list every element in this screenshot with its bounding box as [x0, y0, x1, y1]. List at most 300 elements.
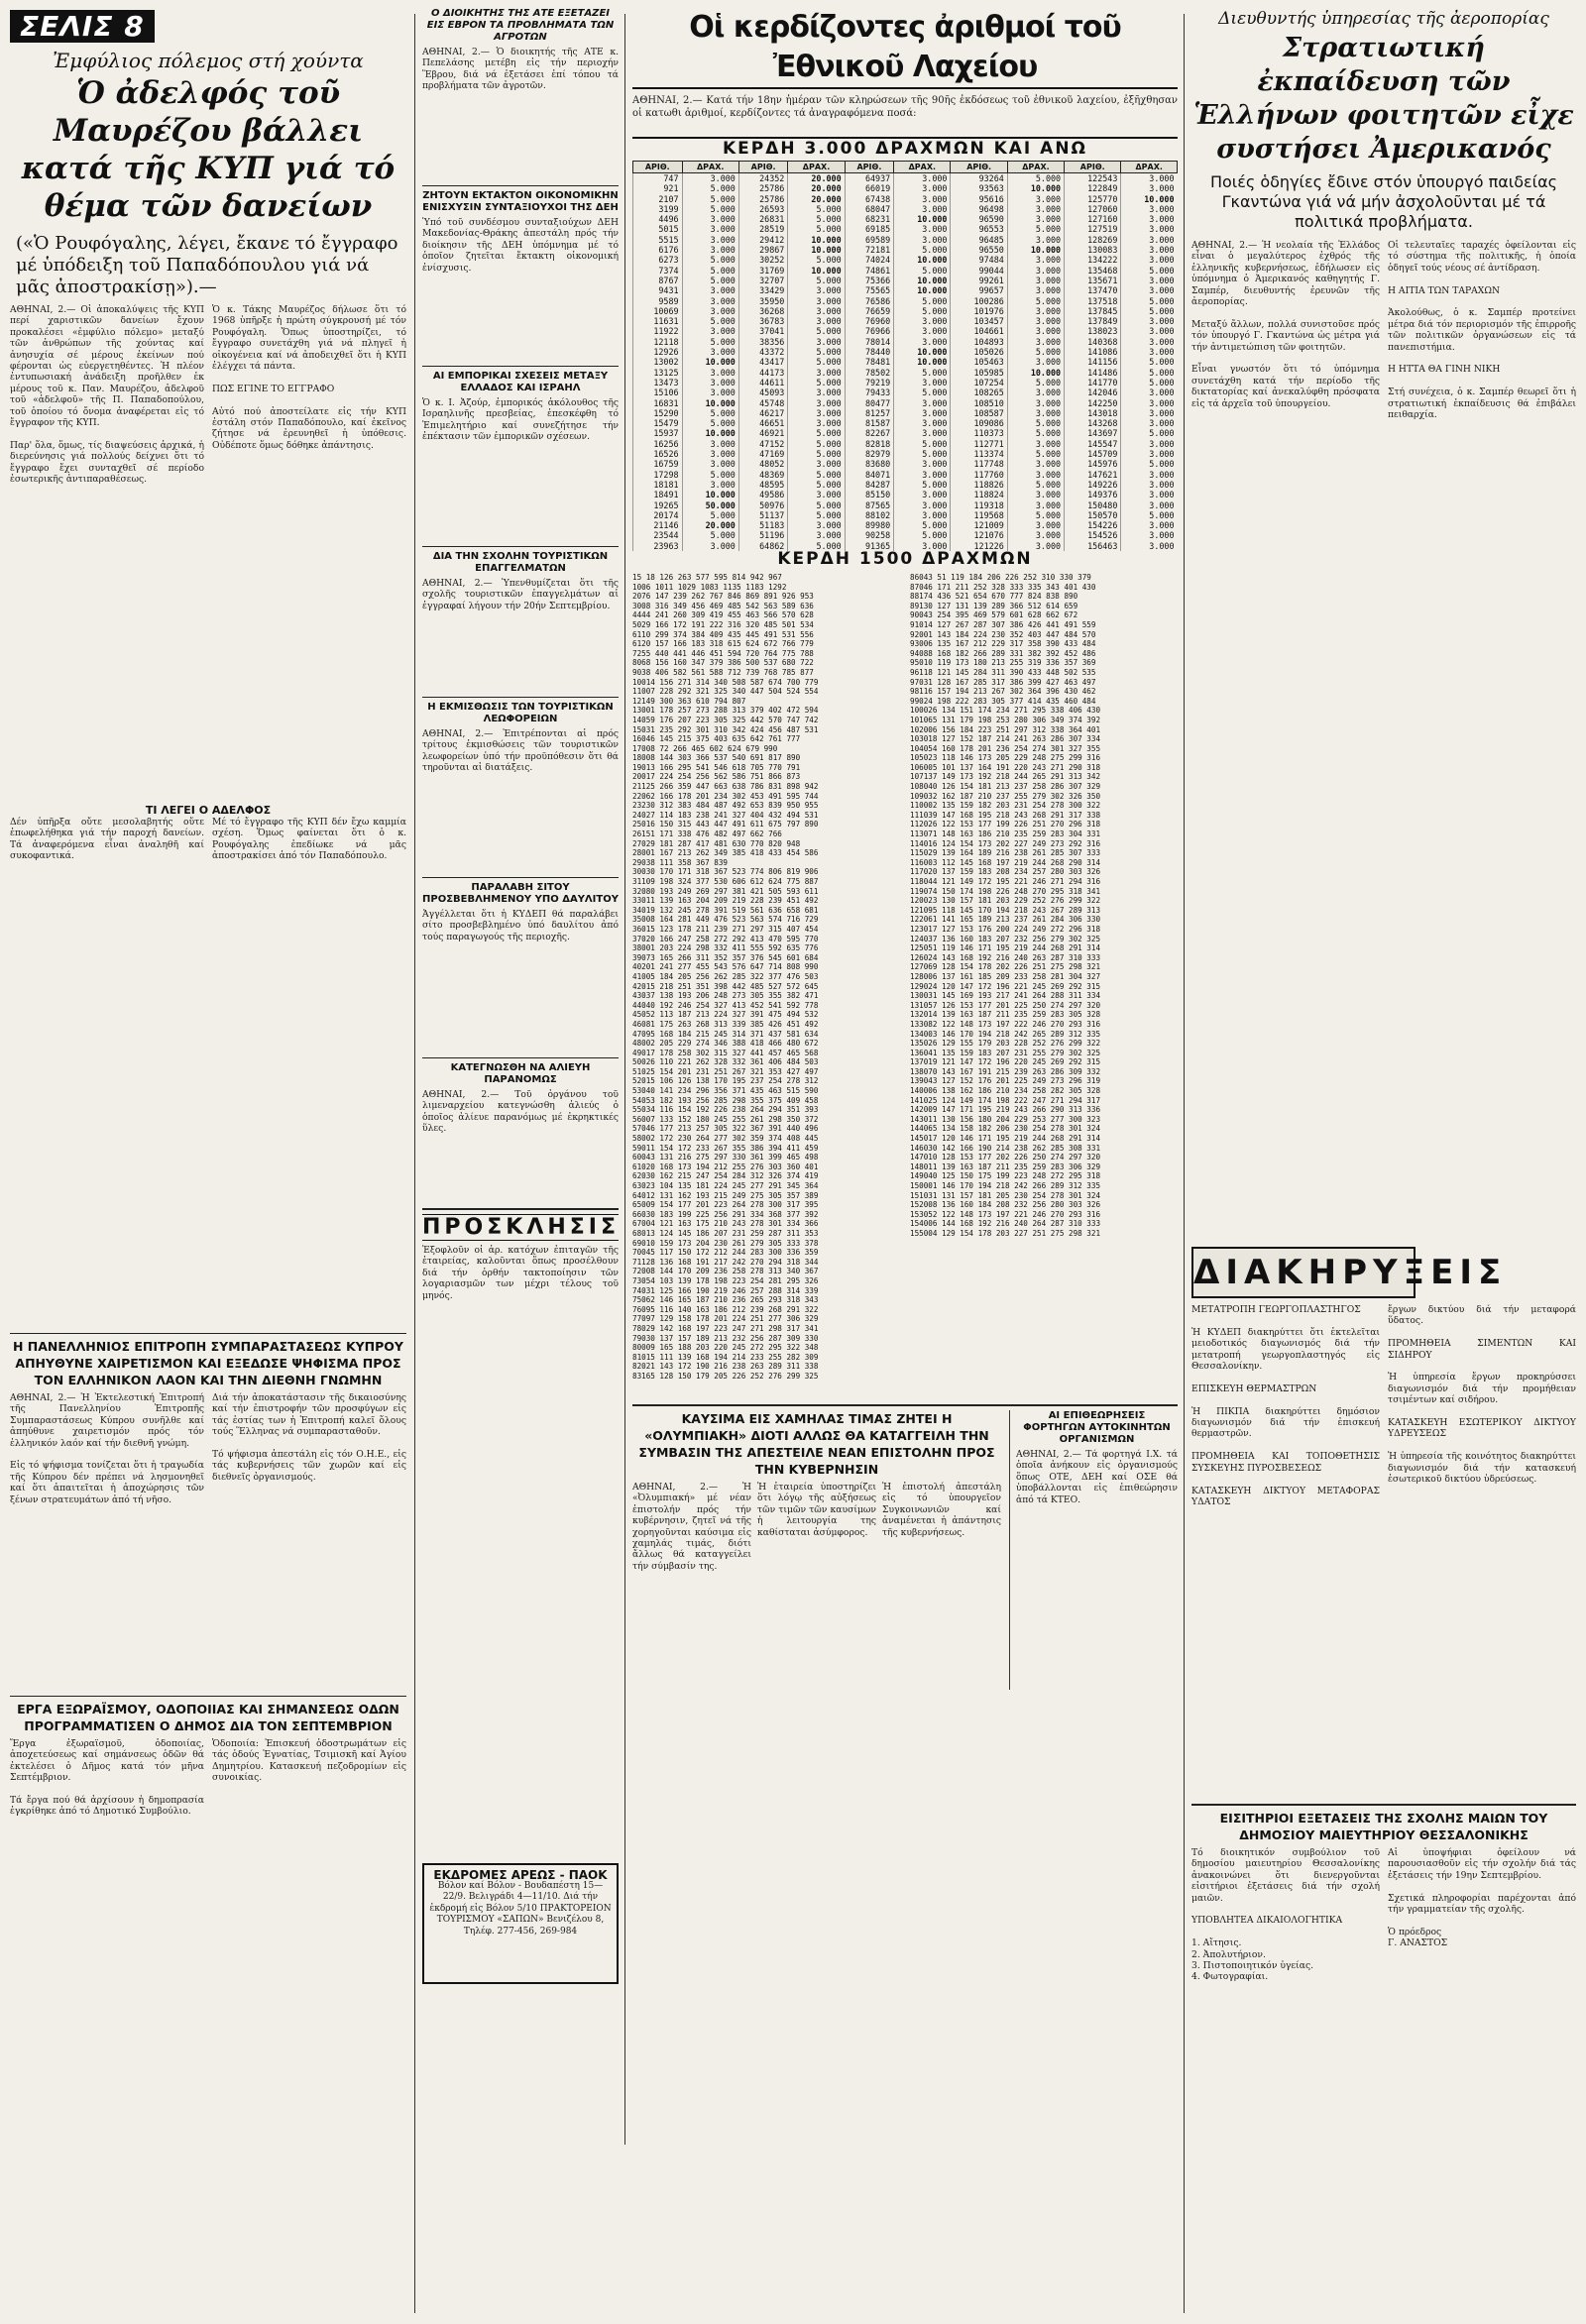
article-body: Ἔργα ἐξωραϊσμοῦ, ὁδοποιίας, ἀποχετεύσεως καί σημάνσεως ὁδῶν θά ἐκτελέσει ὁ Δῆμος κατά τόν μῆνα Σεπτέμβριον. Τά ἔργα πού θά ἀρχίσουν ἡ δημοπρασία ἐγκρίθηκε ἀπό τό Δημοτικό Συμβούλιο.: [10, 1738, 204, 1818]
prize-amount: 3.000: [682, 439, 738, 449]
table-row: [633, 347, 1178, 357]
lottery-band-3000: ΚΕΡΔΗ 3.000 ΔΡΑΧΜΩΝ ΚΑΙ ΑΝΩ: [632, 137, 1178, 159]
article-body: Διά τήν ἀποκατάστασιν τῆς δικαιοσύνης καί τήν ἐπιστροφήν τῶν προσφύγων εἰς τάς ἑστίας των ἡ Ἐπιτροπή καλεῖ ὅλους τούς Ἕλληνας νά συμπαρασταθοῦν. Τό ψήφισμα ἀπεστάλη εἰς τόν Ο.Η.Ε., εἰς τάς κυβερνήσεις τῶν χωρῶν καί εἰς διεθνεῖς ὀργανισμούς.: [212, 1392, 406, 1483]
prize-amount: 10.000: [788, 235, 845, 245]
prize-amount: 3.000: [894, 204, 951, 214]
article-body: Ἐξοφλοῦν οἱ ἀρ. κατόχων ἐπιταγῶν τῆς ἑταιρείας, καλοῦνται ὅπως προσέλθουν διά τήν ὀρθήν τακτοποίησιν τῶν λογαριασμῶν των μέχρι τέλους τοῦ μηνός.: [422, 1245, 622, 1301]
prize-amount: 3.000: [894, 541, 951, 551]
article-body: ΑΘΗΝΑΙ, 2.— Ὁ διοικητής τῆς ΑΤΕ κ. Πεπελάσης μετέβη εἰς τήν περιοχήν Ἕβρου, διά νά ἐξετάσει ἐπί τόπου τά προβλήματα τῶν ἀγροτῶν.: [422, 47, 622, 92]
prize-amount: 3.000: [1007, 204, 1064, 214]
article-body: ΑΘΗΝΑΙ, 2.— Τοῦ ὀργάνου τοῦ λιμεναρχείου κατεγνώσθη ἁλιεύς ὁ ὁποῖος ἀλίευε παρανόμως μέ ἐκρηκτικές ὕλες.: [422, 1089, 622, 1135]
prize-amount: 5.000: [682, 510, 738, 520]
prize-amount: 3.000: [1121, 316, 1178, 326]
ticket-number: 149376: [1065, 490, 1121, 499]
prize-amount: 3.000: [788, 398, 845, 408]
prize-amount: 20.000: [788, 173, 845, 184]
ticket-number: 74024: [845, 255, 894, 265]
ticket-number: 26593: [738, 204, 788, 214]
prize-amount: 5.000: [788, 378, 845, 387]
prize-amount: 10.000: [1007, 183, 1064, 193]
ticket-number: 127060: [1065, 204, 1121, 214]
ticket-number: 122543: [1065, 173, 1121, 184]
table-row: [633, 378, 1178, 387]
column-2: [422, 8, 622, 1984]
ticket-number: 104893: [951, 337, 1007, 347]
ticket-number: 74861: [845, 266, 894, 276]
ticket-number: 747: [633, 173, 683, 184]
ticket-number: 97484: [951, 255, 1007, 265]
table-row: [633, 470, 1178, 480]
table-row: [633, 520, 1178, 530]
ticket-number: 105463: [951, 357, 1007, 367]
prize-amount: 10.000: [1121, 194, 1178, 204]
ticket-number: 142046: [1065, 387, 1121, 397]
prize-amount: 3.000: [1121, 490, 1178, 499]
prize-amount: 3.000: [682, 480, 738, 490]
prize-amount: 3.000: [894, 337, 951, 347]
prize-amount: 10.000: [894, 255, 951, 265]
ticket-number: 18491: [633, 490, 683, 499]
prize-amount: 3.000: [1121, 245, 1178, 255]
prize-amount: 5.000: [788, 255, 845, 265]
prize-amount: 3.000: [682, 378, 738, 387]
article-body: ΜΕΤΑΤΡΟΠΗ ΓΕΩΡΓΟΠΛΑΣΤΗΓΟΣ Ἡ ΚΥΔΕΠ διακηρύττει ὅτι ἐκτελεῖται μειοδοτικός διαγωνισμός διά τήν μετατροπή γεωργοπλαστηγός εἰς Θεσσαλονίκην. ΕΠΙΣΚΕΥΗ ΘΕΡΜΑΣΤΡΩΝ Ἡ ΠΙΚΠΑ διακηρύττει δημόσιον διαγωνισμόν διά τήν ἐπισκευή θερμαστρῶν. ΠΡΟΜΗΘΕΙΑ ΚΑΙ ΤΟΠΟΘΕΤΗΣΙΣ ΣΥΣΚΕΥΗΣ ΠΥΡΟΣΒΕΣΕΩΣ ΚΑΤΑΣΚΕΥΗ ΔΙΚΤΥΟΥ ΜΕΤΑΦΟΡΑΣ ΥΔΑΤΟΣ: [1191, 1304, 1380, 1507]
prize-amount: 20.000: [788, 194, 845, 204]
lottery-column-header: ΑΡΙΘ.: [951, 162, 1007, 173]
prize-amount: 5.000: [788, 326, 845, 336]
prize-amount: 10.000: [682, 490, 738, 499]
ticket-number: 150570: [1065, 510, 1121, 520]
ticket-number: 16831: [633, 398, 683, 408]
prize-amount: 3.000: [1121, 398, 1178, 408]
ticket-number: 20174: [633, 510, 683, 520]
table-row: [633, 418, 1178, 428]
prize-amount: 3.000: [1121, 387, 1178, 397]
article-body: ΑΘΗΝΑΙ, 2.— Οἱ ἀποκαλύψεις τῆς ΚΥΠ περί χαριστικῶν δανείων ἔχουν προκαλέσει «ἐμφύλιο πόλεμο» μεταξύ τῶν ἀνθρώπων τῆς χούντας καί ἀνησυχία σέ μέρους ἐκείνων πού φέρονται ὡς εὐεργετηθέντες. Ἡ πλέον ἐντυπωσιακή ἀνάδειξη προῆλθεν ἐκ μέρους τοῦ κ. Παν. Μαυρέζου, ἀδελφοῦ τοῦ «ἀδελφοῦ» τῆς Π. Παπαδοπούλου, τοῦ ὁποίου τό ὄνομα ἀναφέρεται εἰς τό ἔγγραφον τῆς ΚΥΠ. Παρ' ὅλα, ὅμως, τίς διαψεύσεις ἀρχικά, ἡ διερεύνησις γιά πολλούς δείχνει ὅτι τό ἔγγραφο ἔχει συνταχθεῖ σέ περίοδο ἐσωτερικῆς ἀντιπαραθέσεως.: [10, 304, 204, 486]
prize-amount: 3.000: [1007, 255, 1064, 265]
ticket-number: 134222: [1065, 255, 1121, 265]
ticket-number: 78440: [845, 347, 894, 357]
ticket-number: 112771: [951, 439, 1007, 449]
prize-amount: 5.000: [1007, 347, 1064, 357]
lottery-column-header: ΑΡΙΘ.: [845, 162, 894, 173]
ticket-number: 100286: [951, 296, 1007, 306]
prize-amount: 10.000: [682, 357, 738, 367]
table-row: [633, 439, 1178, 449]
ticket-number: 113374: [951, 449, 1007, 459]
ticket-number: 104661: [951, 326, 1007, 336]
advertisement-title: ΕΚΔΡΟΜΕΣ ΑΡΕΩΣ - ΠΑΟΚ: [433, 1868, 608, 1882]
column-rule: [624, 14, 625, 2145]
prize-amount: 3.000: [1121, 480, 1178, 490]
prize-amount: 3.000: [1007, 408, 1064, 418]
prize-amount: 3.000: [894, 235, 951, 245]
prize-amount: 3.000: [788, 337, 845, 347]
prize-amount: 5.000: [682, 418, 738, 428]
lottery-intro: ΑΘΗΝΑΙ, 2.— Κατά τήν 18ην ἡμέραν τῶν κληρώσεων τῆς 90ῆς ἐκδόσεως τοῦ ἐθνικοῦ λαχείου, ἐξῆχθησαν οἱ κατωθι ἀριθμοί, κερδίζοντες τά ἀναγραφόμενα ποσά:: [632, 95, 1182, 119]
ticket-number: 5515: [633, 235, 683, 245]
ticket-number: 141486: [1065, 368, 1121, 378]
prize-amount: 3.000: [788, 490, 845, 499]
table-row: [633, 510, 1178, 520]
column-4: [1191, 8, 1576, 2125]
table-row: [633, 285, 1178, 295]
prize-amount: 3.000: [1007, 541, 1064, 551]
prize-amount: 5.000: [682, 276, 738, 285]
prize-amount: 3.000: [1007, 459, 1064, 469]
table-row: [633, 500, 1178, 510]
ticket-number: 121076: [951, 530, 1007, 540]
prize-amount: 5.000: [788, 439, 845, 449]
lottery-column-header: ΑΡΙΘ.: [1065, 162, 1121, 173]
prize-amount: 3.000: [894, 408, 951, 418]
table-row: [633, 194, 1178, 204]
prize-amount: 3.000: [682, 347, 738, 357]
ticket-number: 921: [633, 183, 683, 193]
prize-amount: 3.000: [682, 326, 738, 336]
article-headline: ΕΙΣΙΤΗΡΙΟΙ ΕΞΕΤΑΣΕΙΣ ΤΗΣ ΣΧΟΛΗΣ ΜΑΙΩΝ ΤΟΥ ΔΗΜΟΣΙΟΥ ΜΑΙΕΥΤΗΡΙΟΥ ΘΕΣΣΑΛΟΝΙΚΗΣ: [1219, 1811, 1548, 1842]
prize-amount: 3.000: [1121, 276, 1178, 285]
prize-amount: 3.000: [682, 387, 738, 397]
table-row: [633, 316, 1178, 326]
article-body: Ὑπό τοῦ συνδέσμου συνταξιούχων ΔΕΗ Μακεδονίας-Θράκης ἀπεστάλη πρός τήν διοίκησιν τῆς ΔΕΗ ὑπόμνημα μέ τό ὁποῖον ζητεῖται ἔκτακτη οἰκονομική ἐνίσχυσις.: [422, 217, 622, 274]
prize-amount: 5.000: [1007, 510, 1064, 520]
article-kicker: Ἐμφύλιος πόλεμος στή χούντα: [53, 49, 364, 72]
ticket-number: 78481: [845, 357, 894, 367]
prize-amount: 5.000: [682, 255, 738, 265]
prize-amount: 5.000: [894, 387, 951, 397]
prize-amount: 3.000: [894, 194, 951, 204]
prize-amount: 3.000: [1007, 194, 1064, 204]
prize-amount: 10.000: [788, 266, 845, 276]
prize-amount: 3.000: [1007, 357, 1064, 367]
ticket-number: 137470: [1065, 285, 1121, 295]
prize-amount: 3.000: [1121, 439, 1178, 449]
article-headline: Η ΕΚΜΙΣΘΩΣΙΣ ΤΩΝ ΤΟΥΡΙΣΤΙΚΩΝ ΛΕΩΦΟΡΕΙΩΝ: [427, 702, 614, 724]
table-row: [633, 235, 1178, 245]
ticket-number: 47169: [738, 449, 788, 459]
prize-amount: 5.000: [894, 266, 951, 276]
prize-amount: 3.000: [788, 459, 845, 469]
prize-amount: 5.000: [788, 510, 845, 520]
prize-amount: 5.000: [894, 530, 951, 540]
article-body: ΑΘΗΝΑΙ, 2.— Ἡ «Ὀλυμπιακή» μέ νέαν ἐπιστολήν πρός τήν κυβέρνησιν, ζητεῖ νά τῆς χορηγοῦνται καύσιμα εἰς χαμηλάς τιμάς, διότι ἄλλως θά καταγγείλει τήν σύμβασίν της.: [632, 1482, 754, 1572]
table-row: [633, 368, 1178, 378]
ticket-number: 9589: [633, 296, 683, 306]
prize-amount: 5.000: [894, 449, 951, 459]
table-row: [633, 296, 1178, 306]
prize-amount: 3.000: [1007, 276, 1064, 285]
ticket-number: 43372: [738, 347, 788, 357]
lottery-table: [632, 161, 1178, 551]
prize-amount: 5.000: [788, 347, 845, 357]
lottery-title: Οἱ κερδίζοντες ἀριθμοί τοῦ Ἐθνικοῦ Λαχείου: [632, 8, 1178, 89]
article-headline: ΕΡΓΑ ΕΞΩΡΑΪΣΜΟΥ, ΟΔΟΠΟΙΙΑΣ ΚΑΙ ΣΗΜΑΝΣΕΩΣ ΟΔΩΝ ΠΡΟΓΡΑΜΜΑΤΙΣΕΝ Ο ΔΗΜΟΣ ΔΙΑ ΤΟΝ ΣΕΠΤΕΜΒΡΙΟΝ: [17, 1702, 399, 1733]
ticket-number: 145709: [1065, 449, 1121, 459]
ticket-number: 36268: [738, 306, 788, 316]
article-body: ΑΘΗΝΑΙ, 2.— Ἡ νεολαία τῆς Ἑλλάδος εἶναι ὁ μεγαλύτερος ἐχθρός τῆς ἑλληνικῆς κυβερνήσεως, ἐδήλωσεν εἰς ὑπόμνημα ὁ Ἀμερικανός καθηγητής Γ. Σαμπέρ, διευθυντής ἐρευνῶν τῆς ἀεροπορίας. Μεταξύ ἄλλων, πολλά συνιστοῦσε πρός τόν ὑπουργό Γ. Γκαντώνα ὡς μέτρα γιά τήν ἀντιμετώπιση τῶν φοιτητῶν. Εἶναι γνωστόν ὅτι τό ὑπόμνημα συνετάχθη κατά τήν περίοδο τῆς δικτατορίας καί ἀνεκαλύφθη πρόσφατα εἰς τά ἀρχεῖα τοῦ ὑπουργείου.: [1191, 240, 1380, 409]
ticket-number: 13002: [633, 357, 683, 367]
ticket-number: 81257: [845, 408, 894, 418]
ticket-number: 13125: [633, 368, 683, 378]
ticket-number: 79219: [845, 378, 894, 387]
prize-amount: 3.000: [1007, 470, 1064, 480]
prize-amount: 3.000: [894, 316, 951, 326]
ticket-number: 4496: [633, 214, 683, 224]
ticket-number: 16526: [633, 449, 683, 459]
lottery-column-header: ΔΡΑΧ.: [1007, 162, 1064, 173]
article-body: Δέν ὑπῆρξα οὔτε μεσολαβητής οὔτε ἐπωφελήθηκα γιά τήν παροχή δανείων. Τά ἀναφερόμενα εἶναι ἀναληθῆ καί συκοφαντικά. Μέ τό ἔγγραφο τῆς ΚΥΠ δέν ἔχω καμμία σχέση. Ὅμως φαίνεται ὅτι ὁ κ. Ρουφόγαλης ἐπεδίωκε νά μᾶς ἀποστρακίσει ἀπό τόν Παπαδόπουλο.: [10, 817, 406, 862]
prize-amount: 3.000: [1121, 520, 1178, 530]
prize-amount: 3.000: [894, 398, 951, 408]
ticket-number: 29412: [738, 235, 788, 245]
ticket-number: 143697: [1065, 428, 1121, 438]
article-headline: Ο ΔΙΟΙΚΗΤΗΣ ΤΗΣ ΑΤΕ ΕΞΕΤΑΖΕΙ ΕΙΣ ΕΒΡΟΝ ΤΑ ΠΡΟΒΛΗΜΑΤΑ ΤΩΝ ΑΓΡΟΤΩΝ: [426, 8, 615, 43]
table-row: [633, 214, 1178, 224]
ticket-number: 35950: [738, 296, 788, 306]
prize-amount: 5.000: [682, 194, 738, 204]
ticket-number: 75366: [845, 276, 894, 285]
table-row: [633, 357, 1178, 367]
lottery-column-header: ΔΡΑΧ.: [894, 162, 951, 173]
prize-amount: 5.000: [894, 439, 951, 449]
article-body: Ὁδοποιία: Ἐπισκευή ὁδοστρωμάτων εἰς τάς ὁδούς Ἐγνατίας, Τσιμισκῆ καί Ἀγίου Δημητρίου. Κατασκευή πεζοδρομίων εἰς συνοικίας.: [212, 1738, 409, 1784]
prize-amount: 3.000: [682, 235, 738, 245]
ticket-number: 12926: [633, 347, 683, 357]
prize-amount: 3.000: [1121, 541, 1178, 551]
article-subheading: ΤΙ ΛΕΓΕΙ Ο ΑΔΕΛΦΟΣ: [145, 804, 272, 817]
ticket-number: 119318: [951, 500, 1007, 510]
prize-amount: 3.000: [682, 224, 738, 234]
prize-amount: 5.000: [894, 520, 951, 530]
prize-amount: 5.000: [894, 245, 951, 255]
prize-amount: 3.000: [1007, 214, 1064, 224]
ticket-number: 44611: [738, 378, 788, 387]
article-headline: ΚΑΥΣΙΜΑ ΕΙΣ ΧΑΜΗΛΑΣ ΤΙΜΑΣ ΖΗΤΕΙ Η «ΟΛΥΜΠΙΑΚΗ» ΔΙΟΤΙ ΑΛΛΩΣ ΘΑ ΚΑΤΑΓΓΕΙΛΗ ΤΗΝ ΣΥΜΒΑΣΙΝ ΤΗΣ ΑΠΕΣΤΕΙΛΕ ΝΕΑΝ ΕΠΙΣΤΟΛΗΝ ΠΡΟΣ ΤΗΝ ΚΥΒΕΡΝΗΣΙΝ: [638, 1411, 995, 1477]
prize-amount: 3.000: [682, 449, 738, 459]
ticket-number: 30252: [738, 255, 788, 265]
ticket-number: 119568: [951, 510, 1007, 520]
ticket-number: 143018: [1065, 408, 1121, 418]
ticket-number: 137845: [1065, 306, 1121, 316]
prize-amount: 3.000: [1121, 449, 1178, 459]
ticket-number: 5015: [633, 224, 683, 234]
prize-amount: 5.000: [1121, 266, 1178, 276]
ticket-number: 21146: [633, 520, 683, 530]
ticket-number: 96498: [951, 204, 1007, 214]
prize-amount: 3.000: [788, 520, 845, 530]
prize-amount: 5.000: [682, 408, 738, 418]
prize-amount: 3.000: [1121, 500, 1178, 510]
article-body: Ἡ ἑταιρεία ὑποστηρίζει ὅτι λόγῳ τῆς αὐξήσεως τῶν τιμῶν τῶν καυσίμων ἡ λειτουργία της καθίσταται ἀσύμφορος.: [757, 1482, 879, 1538]
ticket-number: 2107: [633, 194, 683, 204]
ticket-number: 43417: [738, 357, 788, 367]
ticket-number: 141770: [1065, 378, 1121, 387]
ticket-number: 3199: [633, 204, 683, 214]
article-body: ΑΘΗΝΑΙ, 2.— Ὑπενθυμίζεται ὅτι τῆς σχολῆς τουριστικῶν ἐπαγγελμάτων αἱ ἐγγραφαί λήγουν τήν 20ήν Σεπτεμβρίου.: [422, 578, 622, 611]
prize-amount: 10.000: [682, 398, 738, 408]
article-body: Αἱ ὑποψήφιαι ὀφείλουν νά παρουσιασθοῦν εἰς τήν σχολήν διά τάς ἐξετάσεις τήν 19ην Σεπτεμβρίου. Σχετικά πληροφορίαι παρέχονται ἀπό τήν γραμματείαν τῆς σχολῆς. Ὁ πρόεδρος Γ. ΑΝΑΣΤΟΣ: [1388, 1847, 1576, 1949]
prize-amount: 3.000: [1007, 266, 1064, 276]
prize-amount: 3.000: [682, 296, 738, 306]
lottery-column-header: ΑΡΙΘ.: [738, 162, 788, 173]
ticket-number: 93563: [951, 183, 1007, 193]
ticket-number: 143268: [1065, 418, 1121, 428]
ticket-number: 9431: [633, 285, 683, 295]
ticket-number: 99261: [951, 276, 1007, 285]
prize-amount: 5.000: [788, 428, 845, 438]
ticket-number: 105026: [951, 347, 1007, 357]
prize-amount: 3.000: [788, 387, 845, 397]
prize-amount: 5.000: [1121, 357, 1178, 367]
ticket-number: 19265: [633, 500, 683, 510]
prize-amount: 3.000: [894, 326, 951, 336]
lottery-table-wrap: [632, 161, 1178, 551]
ticket-number: 96550: [951, 245, 1007, 255]
ticket-number: 15937: [633, 428, 683, 438]
prize-amount: 5.000: [682, 183, 738, 193]
ticket-number: 25786: [738, 183, 788, 193]
prize-amount: 20.000: [788, 183, 845, 193]
ticket-number: 99657: [951, 285, 1007, 295]
prize-amount: 5.000: [1007, 173, 1064, 184]
page-number-logo: ΣΕΛΙΣ 8: [10, 10, 155, 43]
prize-amount: 5.000: [788, 470, 845, 480]
article-headline: ΔΙΑ ΤΗΝ ΣΧΟΛΗΝ ΤΟΥΡΙΣΤΙΚΩΝ ΕΠΑΓΓΕΛΜΑΤΩΝ: [432, 551, 609, 574]
ticket-number: 79433: [845, 387, 894, 397]
column-rule: [414, 14, 415, 2313]
prize-amount: 5.000: [682, 337, 738, 347]
ticket-number: 141086: [1065, 347, 1121, 357]
prize-amount: 3.000: [1121, 204, 1178, 214]
newspaper-page: [10, 8, 1576, 2317]
ticket-number: 88102: [845, 510, 894, 520]
prize-amount: 5.000: [1121, 510, 1178, 520]
ticket-number: 103457: [951, 316, 1007, 326]
prize-amount: 3.000: [1121, 326, 1178, 336]
ticket-number: 23544: [633, 530, 683, 540]
article-headline: Η ΠΑΝΕΛΛΗΝΙΟΣ ΕΠΙΤΡΟΠΗ ΣΥΜΠΑΡΑΣΤΑΣΕΩΣ ΚΥΠΡΟΥ ΑΠΗΥΘΥΝΕ ΧΑΙΡΕΤΙΣΜΟΝ ΚΑΙ ΕΞΕΔΩΣΕ ΨΗΦΙΣΜΑ ΠΡΟΣ ΤΟΝ ΕΛΛΗΝΙΚΟΝ ΛΑΟΝ ΚΑΙ ΤΗΝ ΔΙΕΘΝΗ ΓΝΩΜΗΝ: [12, 1339, 403, 1387]
prize-amount: 3.000: [894, 490, 951, 499]
ticket-number: 25786: [738, 194, 788, 204]
prize-amount: 5.000: [894, 296, 951, 306]
ticket-number: 118826: [951, 480, 1007, 490]
ticket-number: 15479: [633, 418, 683, 428]
ticket-number: 78502: [845, 368, 894, 378]
table-row: [633, 449, 1178, 459]
prize-amount: 3.000: [682, 459, 738, 469]
ticket-number: 12118: [633, 337, 683, 347]
article-body: Ἡ ἐπιστολή ἀπεστάλη εἰς τό ὑπουργεῖον Συγκοινωνιῶν καί ἀναμένεται ἡ ἀπάντησις τῆς κυβερνήσεως.: [882, 1482, 1004, 1538]
ticket-number: 8767: [633, 276, 683, 285]
ticket-number: 145976: [1065, 459, 1121, 469]
ticket-number: 118824: [951, 490, 1007, 499]
ticket-number: 137849: [1065, 316, 1121, 326]
lottery-numbers-right: 86043 51 119 184 206 226 252 310 330 379 87046 171 211 252 328 333 335 343 401 430 88174 436 521 654 670 777 824 838 890 89130 127 131 139 289 366 512 614 659 90043 254 395 469 579 601 628 662 672 91014 127 267 287 307 386 426 441 491 559 92001 143 184 224 230 352 403 447 484 570 93006 135 167 212 229 317 358 390 433 484 94088 168 182 266 289 331 382 392 452 486 95010 119 173 180 213 255 319 336 357 369 96118 121 145 284 311 390 433 448 502 535 97031 128 167 285 317 386 399 427 463 497 98116 157 194 213 267 302 364 396 430 462 99024 198 222 283 305 377 414 435 460 484 100026 134 151 174 234 271 295 338 406 430 101065 131 179 198 253 280 306 349 374 392 102006 156 184 223 251 297 312 338 364 401 103018 127 152 187 214 241 263 286 307 334 104054 160 178 201 236 254 274 301 327 355 105023 118 146 173 205 229 248 275 299 316 106005 101 137 164 191 220 243 271 290 318 107137 149 173 192 218 244 265 291 313 342 108040 126 154 181 213 237 258 286 307 329 109032 162 187 210 237 255 279 302 326 350 110002 135 159 182 203 231 254 278 300 322 111039 147 168 195 218 243 268 291 317 338 112026 122 153 177 199 226 251 270 296 318 113071 148 163 186 210 235 259 283 304 331 114016 124 154 173 202 227 249 273 292 316 115029 139 164 189 216 238 261 285 307 333 116003 112 145 168 197 219 244 268 290 314 117020 137 159 183 208 234 257 280 303 326 118044 121 149 172 195 221 246 271 294 316 119074 150 174 198 226 248 270 295 318 341 120023 130 157 181 203 229 252 276 299 322 121095 118 145 170 194 218 243 267 289 313 122061 141 165 189 213 237 261 284 306 330 123017 127 153 176 200 224 249 272 296 318 124037 136 160 183 207 232 256 279 302 325 125051 119 146 171 195 219 244 268 291 314 126024 143 168 192 216 240 263 287 310 333 127069 128 154 178 202 226 251 275 298 321 128006 137 161 185 209 233 258 281 304 327 129024 120 147 172 196 221 245 269 292 315 130031 145 169 193 217 241 264 288 311 334 131057 126 153 177 201 225 250 274 297 320 132014 139 163 187 211 235 259 283 305 328 133082 122 148 173 197 222 246 270 293 316 134003 146 170 194 218 242 265 289 312 335 135026 129 155 179 203 228 252 276 299 322 136041 135 159 183 207 231 255 279 302 325 137019 121 147 172 196 220 245 269 292 315 138070 143 167 191 215 239 263 286 309 332 139043 127 152 176 201 225 249 273 296 319 140006 138 162 186 210 234 258 282 305 328 141025 124 149 174 198 222 247 271 294 317 142009 147 171 195 219 243 266 290 313 336 143011 130 156 180 204 229 253 277 300 323 144065 134 158 182 206 230 254 278 301 324 145017 120 146 171 195 219 244 268 291 314 146030 142 166 190 214 238 262 285 308 331 147010 128 153 177 202 226 250 274 297 320 148011 139 163 187 211 235 259 283 306 329 149040 125 150 175 199 223 248 272 295 318 150001 146 170 194 218 242 266 289 312 335 151031 131 157 181 205 230 254 278 301 324 152008 136 160 184 208 232 256 280 303 326 153052 122 148 173 197 221 246 270 293 316 154006 144 168 192 216 240 264 287 310 333 155004 129 154 178 203 227 251 275 298 321: [910, 573, 1101, 1238]
table-row: [633, 266, 1178, 276]
ticket-number: 84071: [845, 470, 894, 480]
prize-amount: 5.000: [788, 480, 845, 490]
ticket-number: 96590: [951, 214, 1007, 224]
prize-amount: 3.000: [1007, 306, 1064, 316]
ticket-number: 6176: [633, 245, 683, 255]
prize-amount: 10.000: [788, 245, 845, 255]
prize-amount: 10.000: [894, 357, 951, 367]
table-row: [633, 480, 1178, 490]
prize-amount: 3.000: [1007, 490, 1064, 499]
ticket-number: 46217: [738, 408, 788, 418]
ticket-number: 67438: [845, 194, 894, 204]
prize-amount: 5.000: [682, 266, 738, 276]
ticket-number: 156463: [1065, 541, 1121, 551]
article-subheading: Ποιές ὁδηγίες ἔδινε στόν ὑπουργό παιδείας Γκαντώνα γιά νά μήν ἀσχολοῦνται μέ τά πολιτικά προβλήματα.: [1209, 172, 1557, 231]
lottery-column-header: ΔΡΑΧ.: [1121, 162, 1178, 173]
lottery-numbers-left: 15 18 126 263 577 595 814 942 967 1006 1011 1029 1083 1135 1183 1292 2076 147 239 262 767 846 869 891 926 953 3008 316 349 456 469 485 542 563 589 636 4444 241 260 309 419 455 463 566 570 628 5029 166 172 191 222 316 320 485 501 534 6110 299 374 384 409 435 445 491 531 556 6120 157 166 183 318 615 624 672 766 779 7255 440 441 446 451 594 720 764 775 788 8068 156 160 347 379 386 500 537 680 722 9038 406 582 561 588 712 739 768 785 877 10014 156 271 314 340 508 587 674 700 779 11007 228 292 321 325 340 447 504 524 554 12149 300 363 610 794 807 13001 178 257 273 288 313 379 402 472 594 14059 176 207 223 305 325 442 570 747 742 15031 235 292 301 310 342 424 456 487 531 16046 145 215 375 403 635 642 761 777 17008 72 266 465 602 624 679 990 18008 144 303 366 537 540 691 817 890 19013 166 295 541 546 618 705 770 791 20017 224 254 256 562 586 751 866 873 21125 266 359 447 663 638 786 831 898 942 22062 166 178 201 234 302 453 491 595 744 23230 312 383 484 487 492 653 839 950 955 24027 114 183 238 241 327 404 432 494 531 25016 150 315 443 447 491 611 675 797 890 26151 171 338 476 482 497 662 766 27029 181 287 417 481 630 770 820 948 28001 167 213 262 349 385 418 433 454 586 29038 111 358 367 839 30030 170 171 318 367 523 774 806 819 906 31109 198 324 377 530 606 612 624 775 887 32080 193 249 269 297 381 421 505 593 611 33011 139 163 204 209 219 228 239 451 492 34019 132 245 278 391 519 561 636 658 681 35008 164 281 449 476 523 563 574 716 729 36015 123 178 211 239 271 297 315 407 454 37020 166 247 258 272 292 413 470 595 770 38001 203 224 298 332 411 555 592 635 776 39073 165 266 311 352 357 376 545 601 684 40201 241 277 455 543 576 647 714 808 990 41005 184 205 256 262 285 322 377 476 503 42015 218 251 351 398 442 485 527 572 645 43037 138 193 206 248 273 305 355 382 471 44040 192 246 254 327 413 452 541 592 778 45052 113 187 213 224 327 391 475 494 532 46081 175 263 268 313 339 385 426 451 492 47095 168 184 215 245 314 371 437 581 634 48002 205 229 274 346 388 418 466 480 672 49017 178 258 302 315 327 441 457 465 568 50026 110 221 262 328 332 361 406 484 503 51025 154 201 231 251 267 321 353 427 497 52015 106 126 138 170 195 237 254 278 312 53040 141 234 296 356 371 435 463 515 590 54053 182 193 256 285 298 355 375 409 458 55034 116 154 192 226 238 264 294 351 393 56007 133 152 180 245 255 261 298 350 372 57046 177 213 257 305 322 367 391 440 496 58002 172 230 264 277 302 359 374 408 445 59011 154 172 233 267 355 386 394 411 459 60043 131 216 275 297 330 361 399 465 498 61020 168 173 194 212 255 276 303 360 401 62030 162 215 247 254 284 312 326 374 419 63023 104 135 181 224 245 277 291 345 364 64012 131 162 193 215 249 275 305 357 389 65009 154 177 201 223 264 278 300 317 395 66030 183 199 225 256 291 334 368 377 392 67004 121 163 175 210 243 278 301 334 366 68013 124 145 186 207 231 259 287 311 353 69010 159 173 204 230 261 279 305 333 378 70045 117 150 172 212 244 283 300 336 359 71128 136 168 191 217 242 270 294 318 344 72008 144 170 209 236 258 278 313 340 367 73054 103 139 178 198 223 254 281 295 326 74031 125 166 190 219 246 257 288 314 339 75062 146 165 187 210 236 265 293 318 343 76095 116 140 163 186 212 239 268 291 322 77097 129 158 178 201 224 251 277 306 329 78029 142 168 197 223 247 271 298 317 341 79030 137 157 189 213 232 256 287 309 330 80009 165 188 203 220 245 272 295 322 348 81015 111 139 168 194 214 233 255 282 309 82021 143 172 190 216 238 263 289 311 338 83165 128 150 179 205 226 252 276 299 325: [632, 573, 819, 1381]
ticket-number: 108510: [951, 398, 1007, 408]
advertisement-box: [422, 1863, 619, 1984]
prize-amount: 3.000: [894, 459, 951, 469]
prize-amount: 3.000: [894, 173, 951, 184]
ticket-number: 142250: [1065, 398, 1121, 408]
ticket-number: 69185: [845, 224, 894, 234]
ticket-number: 140368: [1065, 337, 1121, 347]
ticket-number: 11631: [633, 316, 683, 326]
ticket-number: 51137: [738, 510, 788, 520]
prize-amount: 3.000: [1007, 235, 1064, 245]
ticket-number: 127519: [1065, 224, 1121, 234]
ticket-number: 33429: [738, 285, 788, 295]
table-row: [633, 183, 1178, 193]
ticket-number: 82979: [845, 449, 894, 459]
prize-amount: 3.000: [1121, 183, 1178, 193]
column-1: [10, 8, 409, 1946]
ticket-number: 128269: [1065, 235, 1121, 245]
prize-amount: 3.000: [1007, 285, 1064, 295]
ticket-number: 117760: [951, 470, 1007, 480]
article-body: Ὁ κ. Ι. Ἀζούρ, ἐμπορικός ἀκόλουθος τῆς Ισραηλινῆς πρεσβείας, ἐπεσκέφθη τό Ἐπιμελητήριο καί συνεζήτησε τήν ἐπέκτασιν τῶν ἐμπορικῶν σχέσεων.: [422, 397, 622, 443]
prize-amount: 3.000: [1007, 337, 1064, 347]
prize-amount: 3.000: [894, 510, 951, 520]
prize-amount: 5.000: [682, 530, 738, 540]
prize-amount: 3.000: [1121, 255, 1178, 265]
ticket-number: 69589: [845, 235, 894, 245]
prize-amount: 3.000: [788, 306, 845, 316]
prize-amount: 3.000: [1007, 439, 1064, 449]
prize-amount: 3.000: [788, 296, 845, 306]
prize-amount: 3.000: [1121, 418, 1178, 428]
ticket-number: 87565: [845, 500, 894, 510]
article-body: Ἀγγέλλεται ὅτι ἡ ΚΥΔΕΠ θά παραλάβει σίτο προσβεβλημένο ὑπό δαυλίτου ἀπό τούς παραγωγούς τῆς περιοχῆς.: [422, 909, 622, 942]
prize-amount: 3.000: [1007, 500, 1064, 510]
ticket-number: 75565: [845, 285, 894, 295]
prize-amount: 20.000: [682, 520, 738, 530]
ticket-number: 101976: [951, 306, 1007, 316]
table-row: [633, 337, 1178, 347]
prize-amount: 3.000: [1121, 285, 1178, 295]
article-headline: ΑΙ ΕΜΠΟΡΙΚΑΙ ΣΧΕΣΕΙΣ ΜΕΤΑΞΥ ΕΛΛΑΔΟΣ ΚΑΙ ΙΣΡΑΗΛ: [432, 371, 609, 393]
ticket-number: 26831: [738, 214, 788, 224]
prize-amount: 5.000: [682, 316, 738, 326]
ticket-number: 13473: [633, 378, 683, 387]
prize-amount: 10.000: [682, 428, 738, 438]
prize-amount: 5.000: [1121, 306, 1178, 316]
prize-amount: 3.000: [1121, 470, 1178, 480]
ticket-number: 48595: [738, 480, 788, 490]
prize-amount: 5.000: [788, 276, 845, 285]
ticket-number: 31769: [738, 266, 788, 276]
ticket-number: 44173: [738, 368, 788, 378]
ticket-number: 66019: [845, 183, 894, 193]
